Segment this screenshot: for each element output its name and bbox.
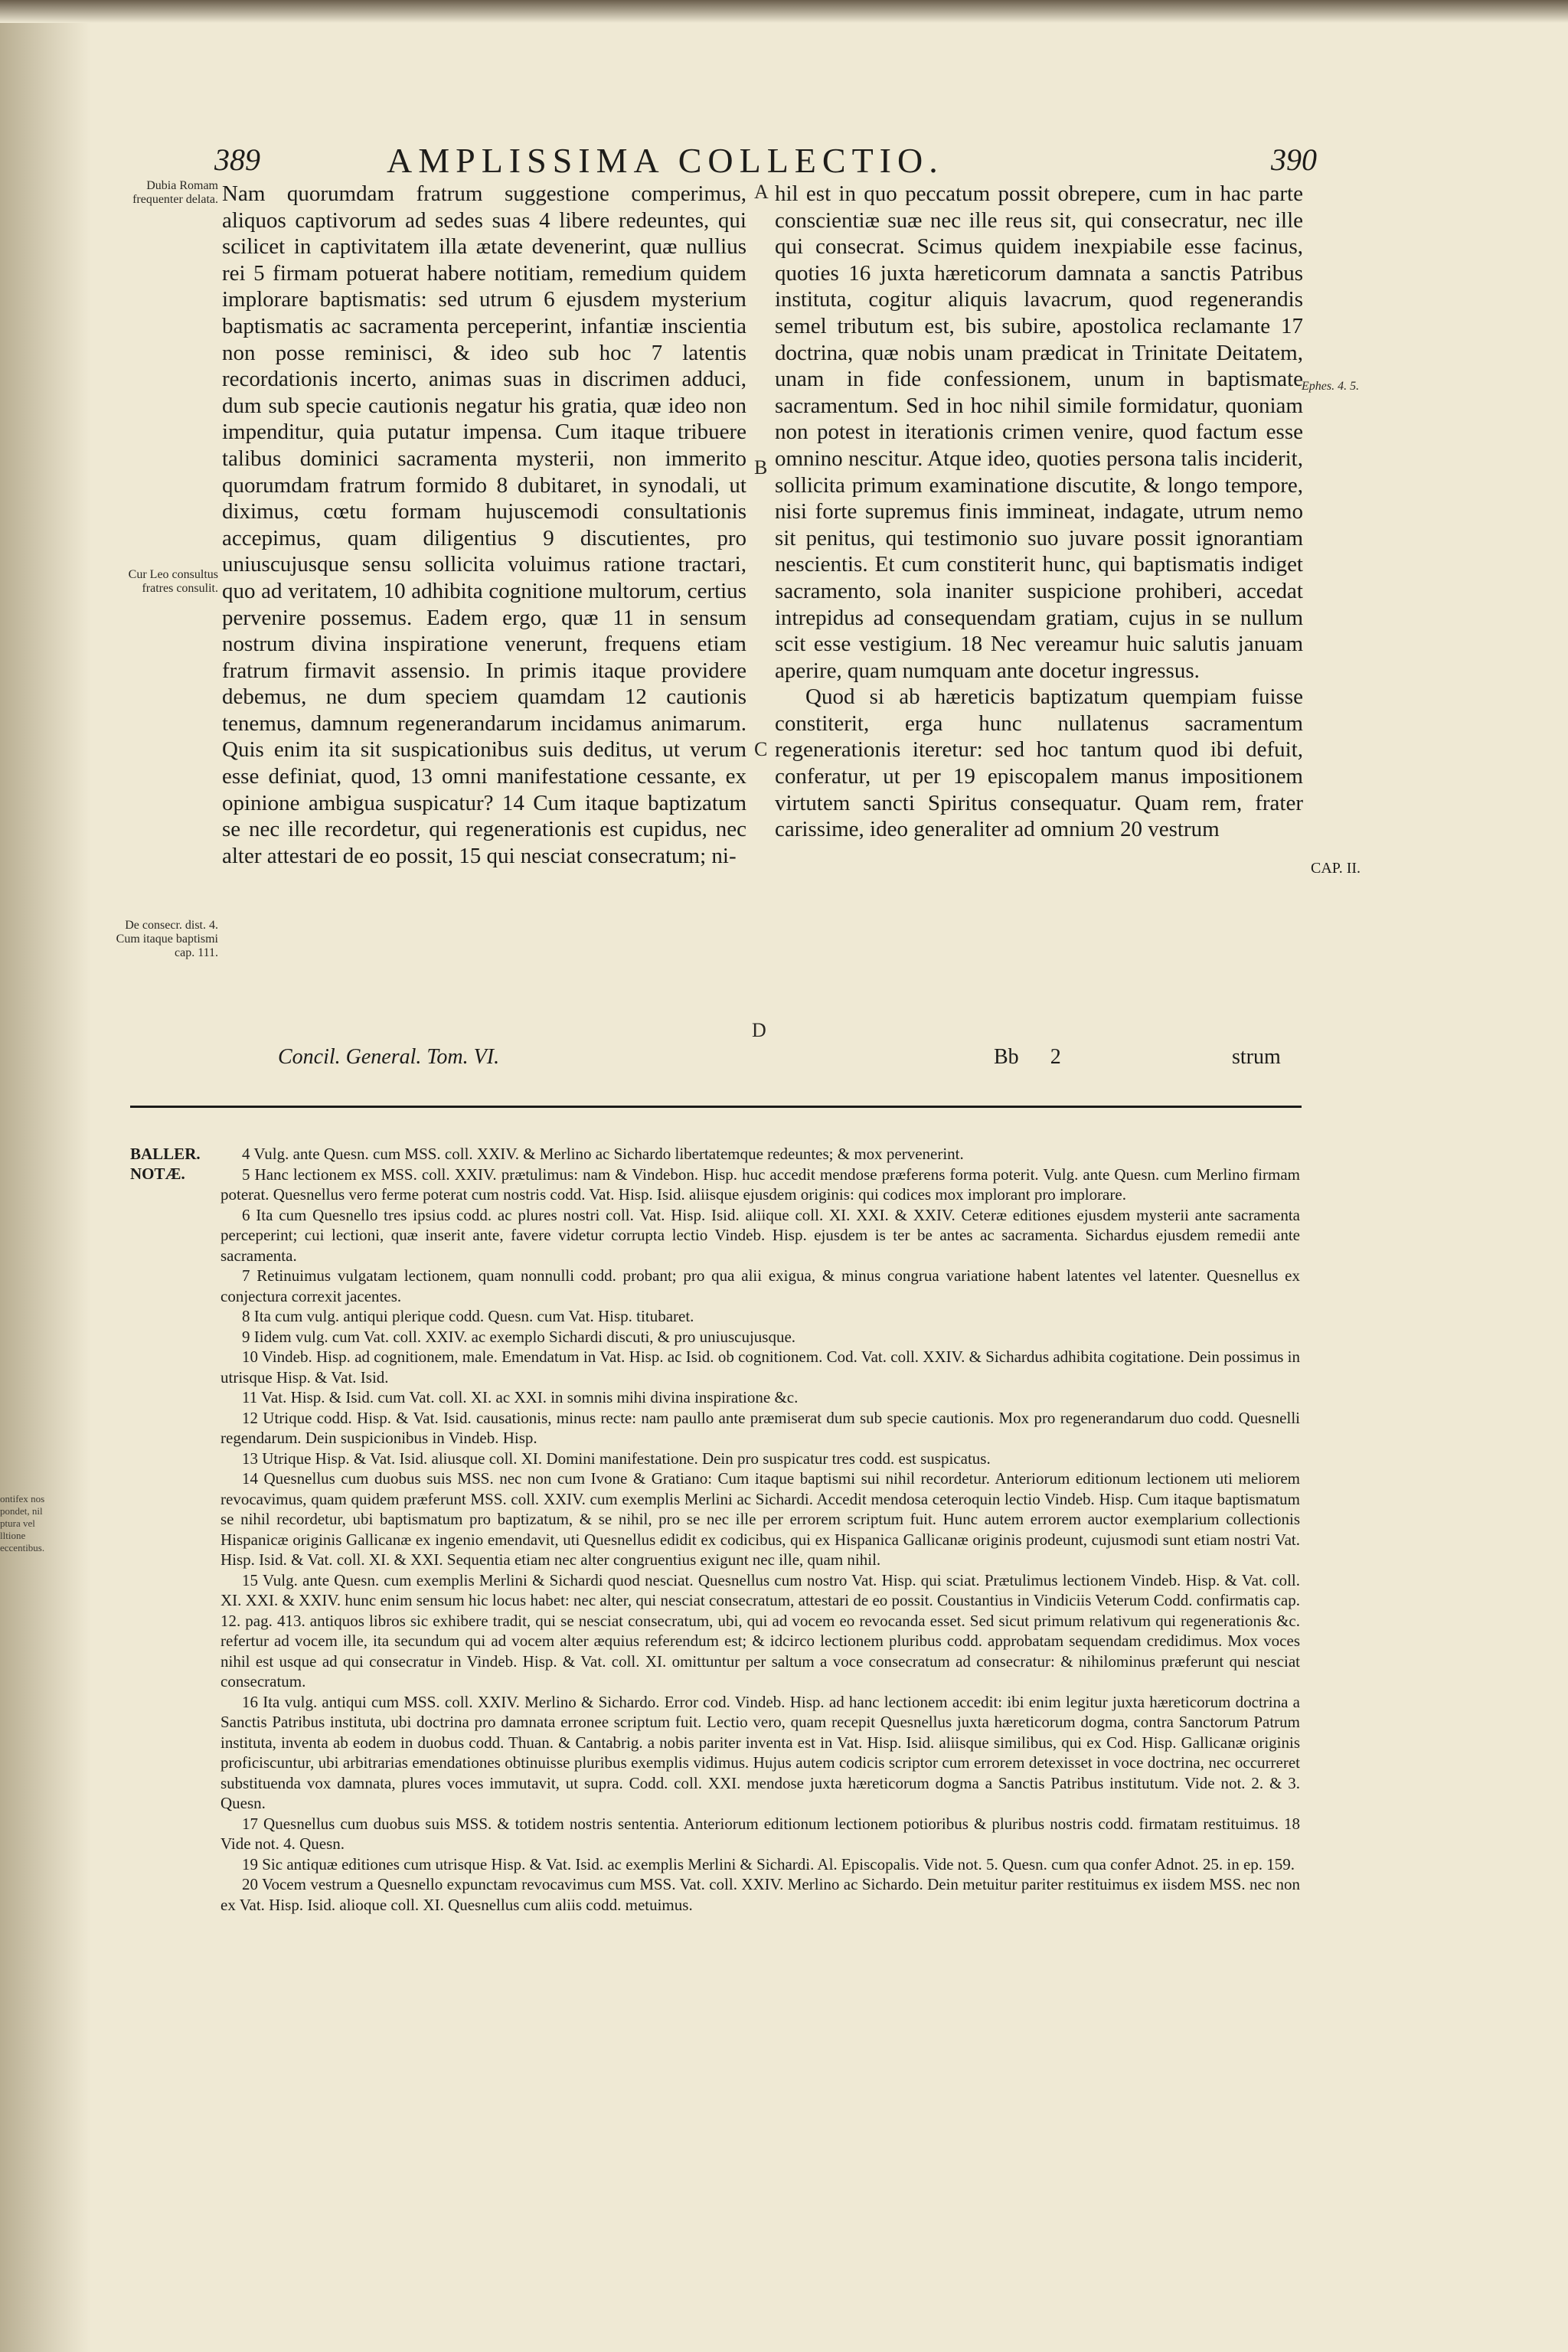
chapter-marker: CAP. II. — [1311, 860, 1361, 877]
note-item: 11 Vat. Hisp. & Isid. cum Vat. coll. XI. ac XXI. in somnis mihi divina inspiratione &c. — [242, 1388, 799, 1406]
catchword: strum — [1232, 1045, 1281, 1069]
note-item: 12 Utrique codd. Hisp. & Vat. Isid. causationis, minus recte: nam paullo ante præmiserat dum sub specie cautionis. Mox pro regenerandarum duo codd. Quesnelli regendarum. Dein suspicionibus in Vindeb. Hisp. — [220, 1408, 1300, 1447]
page-number-right: 390 — [1271, 142, 1317, 177]
left-column — [222, 181, 746, 869]
note-item: 9 Iidem vulg. cum Vat. coll. XXIV. ac exemplo Sichardi discuti, & pro uniuscujusque. — [242, 1327, 796, 1346]
signature-number: 2 — [1050, 1045, 1061, 1069]
column-letter-b: B — [754, 456, 768, 479]
signature-letters: Bb — [994, 1045, 1019, 1069]
right-column-paragraph: Quod si ab hæreticis baptizatum quempiam fuisse constiterit, erga hunc nullatenus sacramentum regenerationis iteretur: sed hoc tantum quod ibi defuit, conferatur, ut per 19 episcopalem manus impositionem virtutem sancti Spiritus consequatur. Quam rem, frater carissime, ideo generaliter ad omnium 20 vestrum — [775, 684, 1303, 842]
note-item: 5 Hanc lectionem ex MSS. coll. XXIV. prætulimus: nam & Vindebon. Hisp. huc accedit mendose præferens forma poterit. Vulg. ante Quesn. cum Merlino firmam poterat. Quesnellus vero ferme poterat cum nostris codd. Vat. Hisp. Isid. aliisque ejusdem originis: qui codices mox implorant pro implorare. — [220, 1165, 1300, 1204]
editorial-notes — [220, 1144, 1300, 1915]
right-column — [775, 181, 1303, 843]
footnote-rule — [130, 1106, 1302, 1108]
gutter-shadow — [0, 0, 90, 2352]
note-item: 14 Quesnellus cum duobus suis MSS. nec non cum Ivone & Gratiano: Cum itaque baptismi sui nihil recordetur. Anteriorum editionum lectionem uti meliorem revocavimus, quam quidem præferunt MSS. coll. XXIV. cum exemplis Merlini ac Sichardi. Accedit mendosa ceteroquin lectio Vindeb. Hisp. Cum itaque baptismatum se nihil recordetur, ubi baptismatum pro baptizatum, & se nihil, pro se nec ille per errorem scriptum fuit. Hunc autem errorem auctor exemplarium collectionis Hispanicæ originis Gallicanæ ex ingenio emendavit, uti Quesnellus edidit ex codicibus, qui ex Hispanica Gallicanæ originis prodeunt, cujusmodi sunt etiam nostri Vat. Hisp. Isid. & Vat. coll. XI. & XXI. Sequentia etiam nec alter congruentius exigunt nec ille, quam nihil. — [220, 1469, 1300, 1569]
margin-note-cur-leo: Cur Leo consultus fratres consulit. — [128, 568, 218, 595]
notes-heading — [130, 1144, 207, 1184]
note-item: 19 Sic antiquæ editiones cum utrisque Hisp. & Vat. Isid. ac exemplis Merlini & Sichardi. Al. Episcopalis. Vide not. 5. Quesn. cum qua confer Adnot. 25. in ep. 159. — [242, 1854, 1295, 1873]
signature-mark — [994, 1045, 1061, 1070]
note-item: 15 Vulg. ante Quesn. cum exemplis Merlini & Sichardi quod nesciat. Quesnellus cum nostro Vat. Hisp. qui sciat. Prætulimus lectionem Vindeb. Hisp. & Vat. coll. XI. XXI. & XXIV. hunc enim sensum hic locus habet: nec alter, qui nesciat consecratum, attestari de eo possit. Coustantius in Vindiciis Veterum Codd. confirmatis cap. 12. pag. 413. antiquos libros sic exhibere tradit, qui se nesciat consecratum, ubi, qui ad vocem eo revocanda esset. Sed sicut primum relativum qui regenerationis &c. refertur ad vocem ille, ita secundum qui ad vocem alter æquius referendum est; & idcirco lectionem pluribus codd. approbatam sequendam credidimus. Mox voces nihil est usque ad qui consecratur in Vindeb. Hisp. & Vat. coll. XI. omittuntur per saltum a voce consecratum ad consecratur: & nihilominus præferunt qui nesciat consecratum. — [220, 1570, 1300, 1690]
note-item: 6 Ita cum Quesnello tres ipsius codd. ac plures nostri coll. Vat. Hisp. Isid. aliique coll. XI. XXI. & XXIV. Ceteræ editiones ejusdem mysterii ante sacramenta perceperint; cui lectioni, quæ inserit ante, favere videtur corrupta lectio Vindeb. Hisp. ejusdem is ter be antes ac sacramenta. Sichardus ejusdem remedii ante sacramenta. — [220, 1205, 1300, 1265]
running-title: AMPLISSIMA COLLECTIO. — [387, 141, 944, 180]
right-column-paragraph: hil est in quo peccatum possit obrepere, cum in hac parte conscientiæ suæ nec ille reus sit, qui consecratur, nec ille qui consecrat. Scimus quidem inexpiabile esse facinus, quoties 16 juxta hæreticorum damnata a sanctis Patribus instituta, cogitur aliquis lavacrum, quod regenerandis semel tributum est, bis subire, apostolica reclamante 17 doctrina, quæ nobis unam prædicat in Trinitate Deitatem, unam in fide confessionem, unum in baptismate sacramentum. Sed in hoc nihil simile formidatur, quoniam non potest in iterationis crimen venire, quod factum esse omnino nescitur. Atque ideo, quoties persona talis inciderit, sollicita primum examinatione discutite, & longo tempore, nisi forte supremus finis immineat, indagate, utrum nemo sit penitus, qui testimonio suo juvare possit ignorantiam nescientis. Et cum constiterit hunc, qui baptismatis indiget sacramento, sola inaniter suspicione prohiberi, accedat intrepidus ad consequendam gratiam, cujus in se nullum scit esse vestigium. 18 Nec vereamur huic salutis januam aperire, quam numquam ante docetur ingressus. — [775, 181, 1303, 683]
note-item: 20 Vocem vestrum a Quesnello expunctam revocavimus cum MSS. Vat. coll. XXIV. Merlino ac Sichardo. Dein metuitur pariter restituimus ex iisdem MSS. nec non ex Vat. Hisp. Isid. alioque coll. XI. Quesnellus cum aliis codd. metuimus. — [220, 1875, 1300, 1914]
note-item: 17 Quesnellus cum duobus suis MSS. & totidem nostris sententia. Anteriorum editionum lectionem potioribus & pluribus nostris codd. firmatam restituimus. 18 Vide not. 4. Quesn. — [220, 1814, 1300, 1853]
notes-heading-text: BALLER. NOTÆ. — [130, 1145, 201, 1183]
column-letter-d: D — [752, 1019, 766, 1041]
running-header — [214, 134, 1317, 188]
note-item: 16 Ita vulg. antiqui cum MSS. coll. XXIV. Merlino & Sichardo. Error cod. Vindeb. Hisp. ad hanc lectionem accedit: ibi enim legitur juxta hæreticorum doctrina a Sanctis Patribus instituta, ubi doctrina pro damnata erronee scriptum fuit. Lectio vero, quam recepit Quesnellus juxta hæreticorum dogma, contra Sanctorum Patrum instituta, inventa ab eodem in duobus codd. Thuan. & Cantabrig. a nobis pariter inventa est in Vat. Hisp. Isid. aliisque similibus, qui ex Cod. Hisp. Gallicanæ originis proficiscuntur, ubi arbitrarias emendationes obtinuisse pluribus exemplis vidimus. Hujus autem codicis scriptor cum errorem detexisset in voce doctrina, nec occurreret substituenda vox damnata, plures voces immutavit, ut supra. Codd. coll. XXI. mendose juxta hæreticorum dogma a Sanctis Patribus institutum. Vide not. 2. & 3. Quesn. — [220, 1692, 1300, 1812]
margin-note-de-consecr: De consecr. dist. 4. Cum itaque baptismi cap. 111. — [116, 919, 218, 959]
note-item: 4 Vulg. ante Quesn. cum MSS. coll. XXIV. & Merlino ac Sichardo libertatemque redeuntes; & mox pervenerint. — [242, 1145, 964, 1163]
note-item: 10 Vindeb. Hisp. ad cognitionem, male. Emendatum in Vat. Hisp. ac Isid. ob cognitionem. Cod. Vat. coll. XXIV. & Sichardus adhibita cogitatione. Dein possimus in utrisque Hisp. & Vat. Isid. — [220, 1348, 1300, 1387]
note-item: 8 Ita cum vulg. antiqui plerique codd. Quesn. cum Vat. Hisp. titubaret. — [242, 1307, 694, 1325]
margin-note-ephes: Ephes. 4. 5. — [1302, 380, 1360, 393]
footer-volume: Concil. General. Tom. VI. — [278, 1045, 500, 1069]
note-item: 13 Utrique Hisp. & Vat. Isid. aliusque coll. XI. Domini manifestatione. Dein pro suspicatur tres codd. est suspicatus. — [242, 1449, 991, 1468]
column-letter-a: A — [754, 181, 769, 203]
note-item: 7 Retinuimus vulgatam lectionem, quam nonnulli codd. probant; pro qua alii exigua, & minus congrua variatione habent latentes vel latenter. Quesnellus ex conjectura correxit jacentes. — [220, 1266, 1300, 1305]
page-number-left: 389 — [214, 142, 260, 177]
column-letter-c: C — [754, 738, 768, 760]
margin-note-dubia: Dubia Romam frequenter delata. — [132, 179, 218, 206]
left-column-paragraph: Nam quorumdam fratrum suggestione comperimus, aliquos captivorum ad sedes suas 4 libere redeuntes, qui scilicet in captivitatem illa ætate devenerint, quæ nullius rei 5 firmam potuerat habere notitiam, remedium quidem implorare baptismatis: sed utrum 6 ejusdem mysterium baptismatis ac sacramenta perceperint, infantiæ inscientia non posse reminisci, & ideo sub hoc 7 latentis recordationis incerto, animas suas in discrimen adduci, dum sub specie cautionis negatur his gratia, quæ ideo non impenditur, quia putatur impensa. Cum itaque tribuere talibus dominici sacramenta mysterii, non immerito quorumdam fratrum formido 8 dubitaret, in synodali, ut diximus, cœtu formam hujuscemodi consultationis accepimus, quam diligentius 9 discutientes, pro uniuscujusque sensu sollicita voluimus ratione tractari, quo ad veritatem, 10 adhibita cognitione multorum, certius pervenire possemus. Eadem ergo, quæ 11 in sensum nostrum divina inspiratione venerunt, frequens etiam fratrum firmavit assensio. In primis itaque providere debemus, ne dum speciem quamdam 12 cautionis tenemus, damnum regenerandarum incidamus animarum. Quis enim ita sit suspicationibus suis deditus, ut verum esse definiat, quod, 13 omni manifestatione cessante, ex opinione ambigua suspicatur? 14 Cum itaque baptizatum se nec ille recordetur, qui regenerationis est cupidus, nec alter attestari de eo possit, 15 qui nesciat consecratum; ni- — [222, 181, 746, 868]
previous-page-fragment: ontifex nos pondet, nil ptura vel lltione eccentibus. — [0, 1493, 45, 1553]
page-top-edge — [0, 0, 1568, 23]
